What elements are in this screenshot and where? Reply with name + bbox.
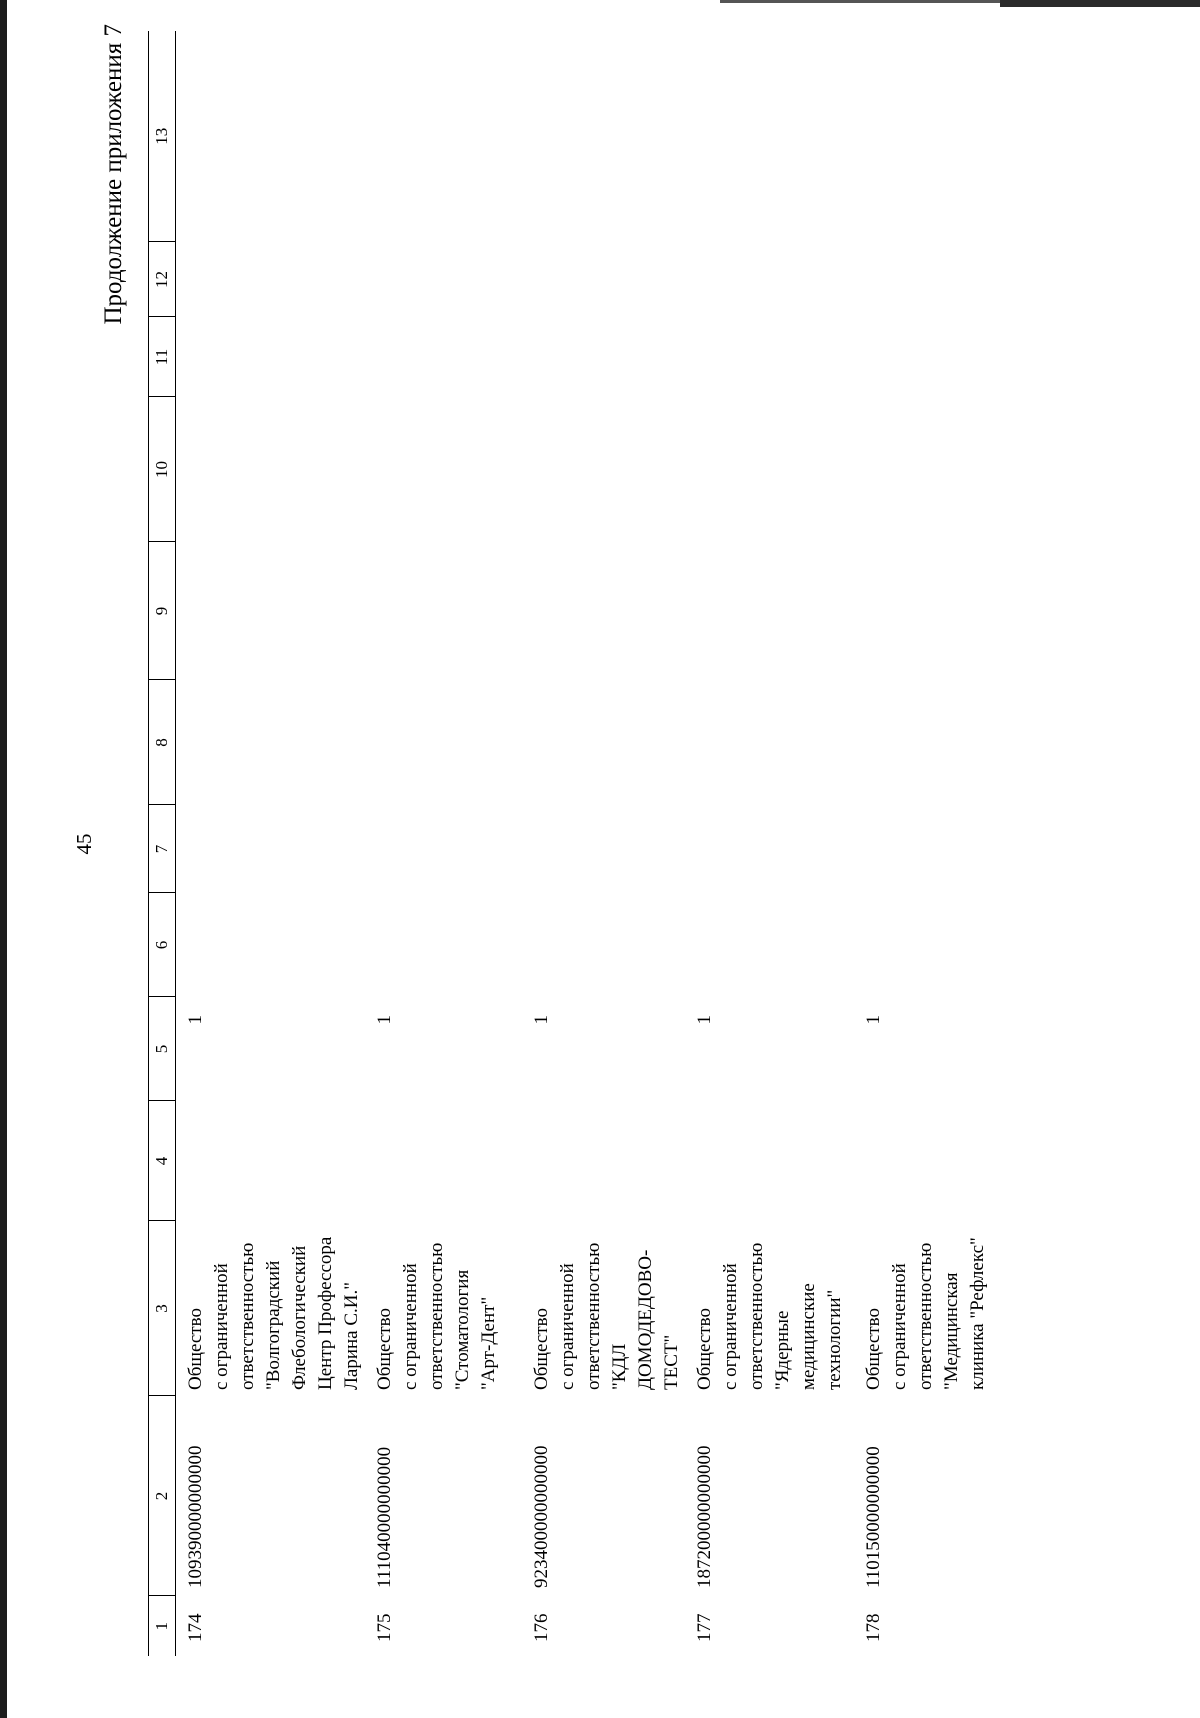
row-code: 109390000000000 [185, 1445, 206, 1588]
cell-5-value: 1 [863, 1015, 884, 1025]
organization-name: Общество с ограниченной ответственностью "КДЛ ДОМОДЕДОВО- ТЕСТ" [531, 1242, 682, 1390]
column-header: 4 [149, 1101, 176, 1221]
cell-12 [685, 242, 854, 317]
cell-7 [522, 805, 685, 893]
cell-13 [176, 31, 366, 242]
organization-name: Общество с ограниченной ответственностью "Стоматология "Арт-Дент" [374, 1242, 499, 1390]
column-header: 1 [149, 1596, 176, 1656]
table-row [522, 31, 685, 1656]
column-header: 10 [149, 397, 176, 542]
table-row [176, 31, 366, 1656]
cell-9 [685, 542, 854, 680]
appendix-table [148, 31, 1011, 1656]
cell-13 [522, 31, 685, 242]
column-header: 5 [149, 997, 176, 1101]
cell-10 [854, 397, 1011, 542]
cell-13 [365, 31, 522, 242]
cell-12 [854, 242, 1011, 317]
row-code: 111040000000000 [374, 1446, 395, 1588]
cell-4 [854, 1101, 1011, 1221]
header-row [149, 31, 176, 1656]
column-header: 2 [149, 1396, 176, 1596]
cell-13 [685, 31, 854, 242]
column-header: 7 [149, 805, 176, 893]
cell-12 [176, 242, 366, 317]
cell-9 [176, 542, 366, 680]
cell-11 [365, 317, 522, 397]
cell-7 [176, 805, 366, 893]
column-header: 12 [149, 242, 176, 317]
cell-11 [522, 317, 685, 397]
cell-10 [365, 397, 522, 542]
cell-5-value: 1 [694, 1015, 715, 1025]
cell-8 [176, 680, 366, 805]
cell-9 [365, 542, 522, 680]
row-code: 110150000000000 [863, 1446, 884, 1588]
cell-8 [365, 680, 522, 805]
organization-name: Общество с ограниченной ответственностью "Волгоградский Флебологический Центр Профессора Ларина С.И." [185, 1236, 362, 1390]
column-header: 8 [149, 680, 176, 805]
cell-8 [685, 680, 854, 805]
table-row [365, 31, 522, 1656]
cell-4 [365, 1101, 522, 1221]
organization-name: Общество с ограниченной ответственностью "Ядерные медицинские технологии" [694, 1242, 845, 1390]
cell-10 [685, 397, 854, 542]
row-number: 177 [694, 1613, 715, 1642]
column-header: 3 [149, 1221, 176, 1396]
row-code: 187200000000000 [694, 1445, 715, 1588]
column-header: 9 [149, 542, 176, 680]
cell-10 [522, 397, 685, 542]
cell-11 [854, 317, 1011, 397]
continuation-note: Продолжение приложения 7 [100, 24, 127, 325]
cell-8 [522, 680, 685, 805]
row-code: 923400000000000 [531, 1445, 552, 1588]
row-number: 176 [531, 1613, 552, 1642]
cell-11 [685, 317, 854, 397]
row-number: 175 [374, 1613, 395, 1642]
cell-12 [365, 242, 522, 317]
cell-12 [522, 242, 685, 317]
cell-4 [685, 1101, 854, 1221]
cell-11 [176, 317, 366, 397]
cell-9 [522, 542, 685, 680]
row-number: 178 [863, 1613, 884, 1642]
cell-8 [854, 680, 1011, 805]
column-header: 6 [149, 893, 176, 997]
cell-6 [522, 893, 685, 997]
cell-4 [176, 1101, 366, 1221]
cell-7 [365, 805, 522, 893]
cell-5-value: 1 [374, 1015, 395, 1025]
organization-name: Общество с ограниченной ответственностью "Медицинская клиника "Рефлекс" [863, 1237, 988, 1390]
cell-6 [685, 893, 854, 997]
cell-7 [685, 805, 854, 893]
row-number: 174 [185, 1613, 206, 1642]
cell-10 [176, 397, 366, 542]
cell-6 [854, 893, 1011, 997]
cell-13 [854, 31, 1011, 242]
cell-6 [365, 893, 522, 997]
cell-5-value: 1 [531, 1015, 552, 1025]
table-row [854, 31, 1011, 1656]
cell-9 [854, 542, 1011, 680]
table-row [685, 31, 854, 1656]
column-header: 13 [149, 31, 176, 242]
column-header: 11 [149, 317, 176, 397]
cell-4 [522, 1101, 685, 1221]
cell-5-value: 1 [185, 1015, 206, 1025]
cell-7 [854, 805, 1011, 893]
page-number: 45 [72, 833, 96, 855]
cell-6 [176, 893, 366, 997]
